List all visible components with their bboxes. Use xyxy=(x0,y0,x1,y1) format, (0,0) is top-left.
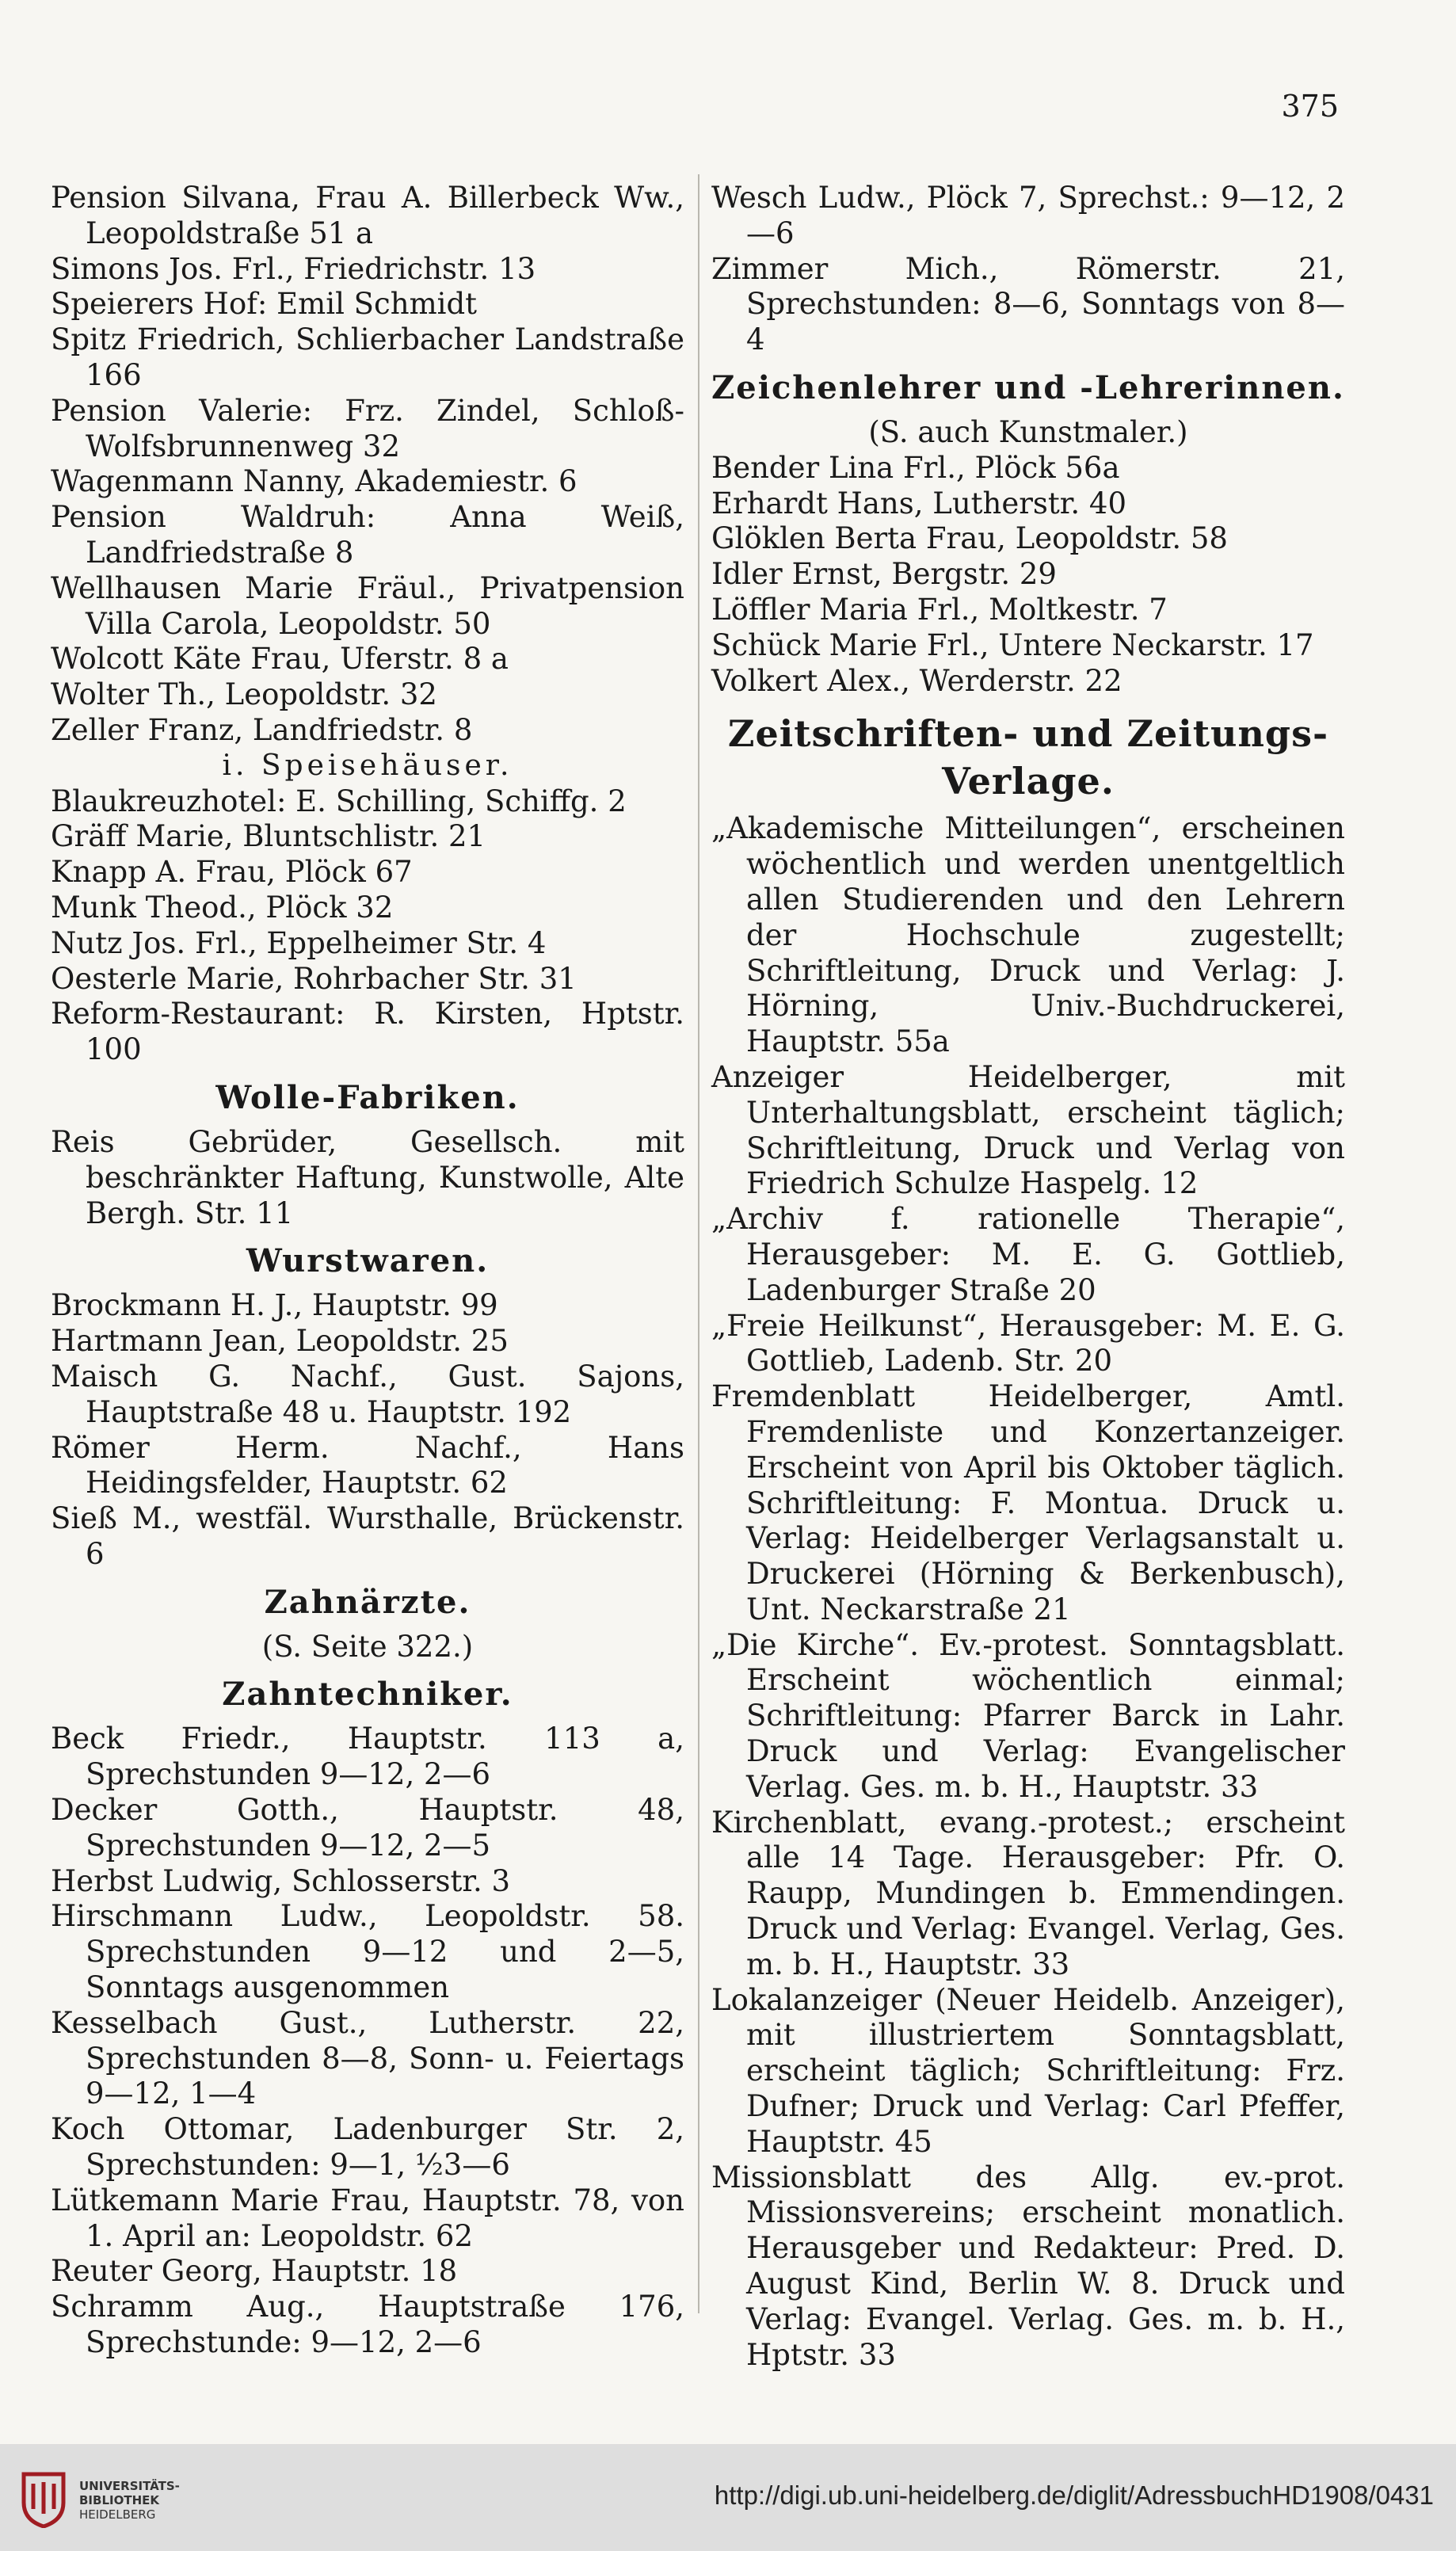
page-number: 375 xyxy=(1281,89,1339,124)
directory-entry: Herbst Ludwig, Schlosserstr. 3 xyxy=(51,1863,511,1898)
directory-entry: Glöklen Berta Frau, Leopoldstr. 58 xyxy=(711,521,1228,556)
directory-entry: Volkert Alex., Werderstr. 22 xyxy=(711,663,1122,698)
directory-entry: Pension Silvana, Frau A. Billerbeck Ww., Leopoldstraße 51 a xyxy=(51,181,684,250)
directory-entry: Hirschmann Ludw., Leopoldstr. 58. Sprechstunden 9—12 und 2—5, Sonntags ausgenommen xyxy=(51,1899,684,2005)
section-heading: Zeichenlehrer und -Lehrerinnen. xyxy=(711,368,1345,406)
section-heading: Wurstwaren. xyxy=(246,1242,490,1280)
directory-entry: Kesselbach Gust., Lutherstr. 22, Sprechstunden 8—8, Sonn- u. Feiertags 9—12, 1—4 xyxy=(51,2005,684,2111)
directory-entry: Löffler Maria Frl., Moltkestr. 7 xyxy=(711,592,1168,627)
library-seal-icon xyxy=(16,2468,71,2528)
directory-entry: Kirchenblatt, evang.-protest.; erscheint alle 14 Tage. Herausgeber: Pfr. O. Raupp, Mundingen b. Emmendingen. Druck und Verlag: Evangel. Verlag, Ges. m. b. H., Hauptstr. 33 xyxy=(711,1805,1345,1981)
directory-entry: Lokalanzeiger (Neuer Heidelb. Anzeiger), mit illustriertem Sonntagsblatt, erscheint täglich; Schriftleitung: Frz. Dufner; Druck und Verlag: Carl Pfeffer, Hauptstr. 45 xyxy=(711,1982,1345,2159)
directory-entry: Wagenmann Nanny, Akademiestr. 6 xyxy=(51,464,577,499)
directory-entry: „Archiv f. rationelle Therapie“, Herausgeber: M. E. G. Gottlieb, Ladenburger Straße 20 xyxy=(711,1202,1345,1307)
directory-entry: Koch Ottomar, Ladenburger Str. 2, Sprechstunden: 9—1, ½3—6 xyxy=(51,2112,684,2183)
directory-entry: Schramm Aug., Hauptstraße 176, Sprechstunde: 9—12, 2—6 xyxy=(51,2290,684,2360)
directory-entry: Blaukreuzhotel: E. Schilling, Schiffg. 2 xyxy=(51,784,627,818)
directory-entry: Pension Valerie: Frz. Zindel, Schloß-Wolfsbrunnenweg 32 xyxy=(51,393,684,463)
directory-entry: Hartmann Jean, Leopoldstr. 25 xyxy=(51,1324,509,1359)
directory-entry: Erhardt Hans, Lutherstr. 40 xyxy=(711,486,1127,520)
logo-line-2: BIBLIOTHEK xyxy=(79,2493,159,2507)
directory-entry: Wesch Ludw., Plöck 7, Sprechst.: 9—12, 2—6 xyxy=(711,181,1345,250)
directory-entry: Reuter Georg, Hauptstr. 18 xyxy=(51,2254,458,2289)
logo-line-1: UNIVERSITÄTS- xyxy=(79,2479,180,2493)
directory-entry: Idler Ernst, Bergstr. 29 xyxy=(711,557,1057,592)
directory-entry: Simons Jos. Frl., Friedrichstr. 13 xyxy=(51,251,536,286)
permalink-url[interactable]: http://digi.ub.uni-heidelberg.de/diglit/AdressbuchHD1908/0431 xyxy=(714,2480,1434,2510)
library-logo[interactable] xyxy=(16,2468,180,2531)
directory-entry: Munk Theod., Plöck 32 xyxy=(51,890,394,925)
directory-entry: Speierers Hof: Emil Schmidt xyxy=(51,287,478,322)
directory-entry: Wolter Th., Leopoldstr. 32 xyxy=(51,677,437,712)
section-heading: Zahntechniker. xyxy=(222,1676,513,1714)
directory-entry: Brockmann H. J., Hauptstr. 99 xyxy=(51,1288,498,1323)
section-heading: Wolle-Fabriken. xyxy=(215,1078,520,1116)
directory-entry: Wellhausen Marie Fräul., Privatpension Villa Carola, Leopoldstr. 50 xyxy=(51,570,684,641)
section-heading: Zahnärzte. xyxy=(264,1583,471,1621)
directory-entry: Bender Lina Frl., Plöck 56a xyxy=(711,450,1120,485)
viewer-footer xyxy=(0,2444,1456,2551)
directory-entry: Oesterle Marie, Rohrbacher Str. 31 xyxy=(51,961,577,996)
directory-entry: „Freie Heilkunst“, Herausgeber: M. E. G. Gottlieb, Ladenb. Str. 20 xyxy=(711,1308,1345,1378)
directory-entry: Reform-Restaurant: R. Kirsten, Hptstr. 100 xyxy=(51,997,684,1067)
right-column xyxy=(711,181,1345,2373)
directory-entry: „Die Kirche“. Ev.-protest. Sonntagsblatt. Erscheint wöchentlich einmal; Schriftleitung: Pfarrer Barck in Lahr. Druck und Verlag: Evangelischer Verlag. Ges. m. b. H., Hauptstr. 33 xyxy=(711,1627,1345,1804)
directory-entry: „Akademische Mitteilungen“, erscheinen wöchentlich und werden unentgeltlich allen Studierenden und den Lehrern der Hochschule zugestellt; Schriftleitung, Druck und Verlag: J. Hörning, Univ.-Buchdruckerei, Hauptstr. 55a xyxy=(711,811,1345,1059)
directory-entry: Fremdenblatt Heidelberger, Amtl. Fremdenliste und Konzertanzeiger. Erscheint von April bis Oktober täglich. Schriftleitung: F. Montua. Druck u. Verlag: Heidelberger Verlagsanstalt u. Druckerei (Hörning & Berkenbusch), Unt. Neckarstraße 21 xyxy=(711,1379,1345,1626)
directory-entry: Missionsblatt des Allg. ev.-prot. Missionsvereins; erscheint monatlich. Herausgeber und Redakteur: Pred. D. August Kind, Berlin W. 8. Druck und Verlag: Evangel. Verlag. Ges. m. b. H., Hptstr. 33 xyxy=(711,2160,1345,2372)
cross-reference: (S. auch Kunstmaler.) xyxy=(868,414,1188,449)
directory-entry: Zimmer Mich., Römerstr. 21, Sprechstunden: 8—6, Sonntags von 8—4 xyxy=(711,251,1345,357)
section-subheading: i. Speisehäuser. xyxy=(222,749,513,782)
directory-entry: Nutz Jos. Frl., Eppelheimer Str. 4 xyxy=(51,925,547,960)
cross-reference: (S. Seite 322.) xyxy=(261,1629,474,1664)
directory-entry: Pension Waldruh: Anna Weiß, Landfriedstraße 8 xyxy=(51,500,684,570)
directory-entry: Römer Herm. Nachf., Hans Heidingsfelder, Hauptstr. 62 xyxy=(51,1430,684,1500)
directory-entry: Maisch G. Nachf., Gust. Sajons, Hauptstraße 48 u. Hauptstr. 192 xyxy=(51,1359,684,1429)
directory-entry: Lütkemann Marie Frau, Hauptstr. 78, von 1. April an: Leopoldstr. 62 xyxy=(51,2183,684,2253)
directory-entry: Knapp A. Frau, Plöck 67 xyxy=(51,855,413,890)
section-heading: Zeitschriften- und Zeitungs-Verlage. xyxy=(727,712,1329,803)
left-column xyxy=(51,181,684,2361)
directory-entry: Sieß M., westfäl. Wursthalle, Brückenstr. 6 xyxy=(51,1501,684,1571)
directory-entry: Schück Marie Frl., Untere Neckarstr. 17 xyxy=(711,627,1314,662)
directory-entry: Reis Gebrüder, Gesellsch. mit beschränkter Haftung, Kunstwolle, Alte Bergh. Str. 11 xyxy=(51,1124,684,1230)
directory-entry: Spitz Friedrich, Schlierbacher Landstraße 166 xyxy=(51,322,684,392)
library-name xyxy=(79,2479,180,2522)
column-divider xyxy=(698,174,699,2313)
directory-entry: Beck Friedr., Hauptstr. 113 a, Sprechstunden 9—12, 2—6 xyxy=(51,1722,684,1792)
logo-line-3: HEIDELBERG xyxy=(79,2507,156,2522)
directory-entry: Gräff Marie, Bluntschlistr. 21 xyxy=(51,819,486,854)
directory-entry: Zeller Franz, Landfriedstr. 8 xyxy=(51,712,473,747)
directory-entry: Decker Gotth., Hauptstr. 48, Sprechstunden 9—12, 2—5 xyxy=(51,1793,684,1863)
directory-entry: Wolcott Käte Frau, Uferstr. 8 a xyxy=(51,642,509,677)
directory-entry: Anzeiger Heidelberger, mit Unterhaltungsblatt, erscheint täglich; Schriftleitung, Druck und Verlag von Friedrich Schulze Haspelg. 12 xyxy=(711,1059,1345,1201)
